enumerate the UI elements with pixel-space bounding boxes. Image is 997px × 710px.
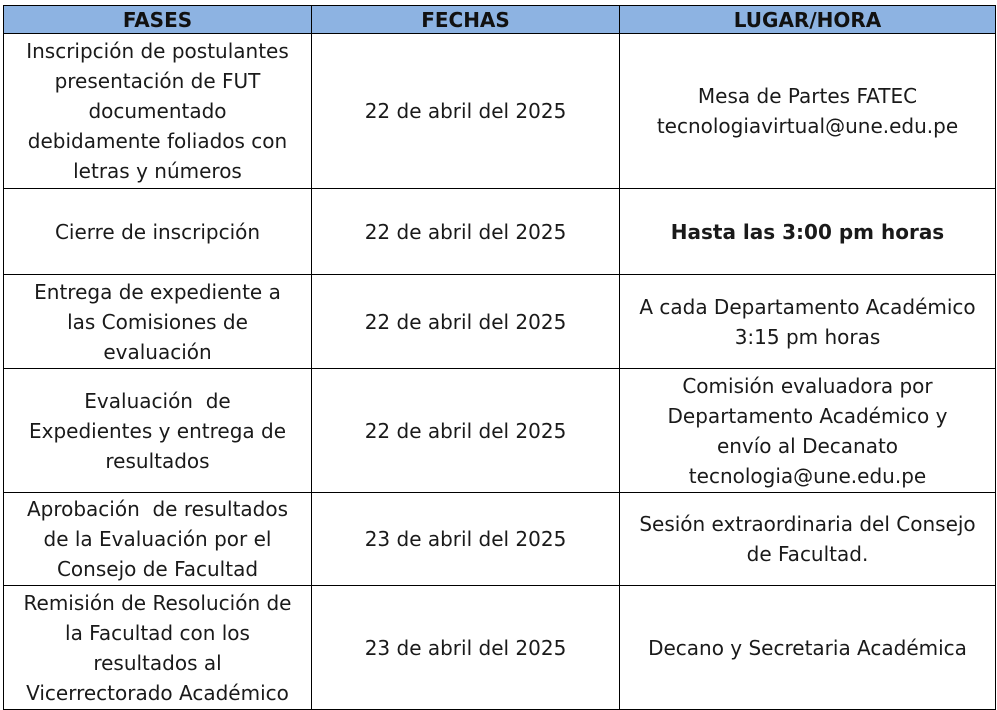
lugar-line: Decano y Secretaria Académica (648, 635, 967, 660)
table-row (4, 493, 996, 586)
lugar-cell (620, 275, 996, 369)
fase-line: Remisión de Resolución de (23, 590, 292, 615)
fase-cell (4, 369, 312, 493)
lugar-line: Sesión extraordinaria del Consejo (639, 512, 976, 536)
fase-line: debidamente foliados con (27, 129, 288, 153)
fase-cell (4, 189, 312, 275)
table-row (4, 586, 996, 710)
fase-line: las Comisiones de (67, 309, 248, 334)
fase-line: Aprobación de resultados (26, 497, 289, 521)
fase-line: Evaluación de (84, 388, 231, 413)
lugar-line: A cada Departamento Académico (639, 294, 976, 319)
fecha-cell: 23 de abril del 2025 (312, 493, 620, 586)
table-row (4, 275, 996, 369)
fase-line: Inscripción de postulantes (26, 39, 289, 63)
fase-line: documentado (88, 99, 227, 123)
fecha-cell: 22 de abril del 2025 (312, 369, 620, 493)
fase-line: Consejo de Facultad (56, 557, 259, 581)
lugar-cell (620, 34, 996, 189)
schedule-table (3, 5, 996, 710)
fase-cell (4, 275, 312, 369)
fecha-cell: 22 de abril del 2025 (312, 34, 620, 189)
lugar-line: de Facultad. (746, 542, 869, 566)
fase-line: Vicerrectorado Académico (26, 680, 289, 705)
fecha-cell: 22 de abril del 2025 (312, 189, 620, 275)
lugar-line: 3:15 pm horas (734, 324, 881, 349)
table-row (4, 189, 996, 275)
fase-cell (4, 586, 312, 710)
lugar-line: Comisión evaluadora por (682, 373, 933, 398)
lugar-cell (620, 189, 996, 275)
lugar-cell (620, 493, 996, 586)
fase-line: letras y números (73, 159, 242, 183)
fase-cell (4, 34, 312, 189)
lugar-cell (620, 586, 996, 710)
fecha-cell: 23 de abril del 2025 (312, 586, 620, 710)
header-row (4, 6, 996, 34)
table-row (4, 369, 996, 493)
lugar-line: Mesa de Partes FATEC (697, 84, 918, 108)
table-row (4, 34, 996, 189)
fase-line: de la Evaluación por el (43, 527, 272, 551)
fase-cell (4, 493, 312, 586)
column-header-fases: FASES (4, 6, 312, 34)
column-header-lugar-hora: LUGAR/HORA (620, 6, 996, 34)
lugar-cell (620, 369, 996, 493)
fase-line: Cierre de inscripción (54, 219, 261, 244)
lugar-line: Hasta las 3:00 pm horas (670, 219, 945, 244)
fase-line: Entrega de expediente a (34, 279, 281, 304)
lugar-line: envío al Decanato (716, 433, 899, 458)
fase-line: la Facultad con los (65, 620, 250, 645)
fase-line: evaluación (103, 339, 212, 364)
fase-line: Expedientes y entrega de (28, 418, 287, 443)
column-header-fechas: FECHAS (312, 6, 620, 34)
lugar-line: Departamento Académico y (667, 403, 948, 428)
fecha-cell: 22 de abril del 2025 (312, 275, 620, 369)
lugar-email: tecnologiavirtual@une.edu.pe (656, 114, 959, 138)
fase-line: resultados al (93, 650, 222, 675)
fase-line: presentación de FUT (54, 69, 261, 93)
fase-line: resultados (105, 448, 210, 473)
lugar-email: tecnologia@une.edu.pe (688, 463, 927, 488)
